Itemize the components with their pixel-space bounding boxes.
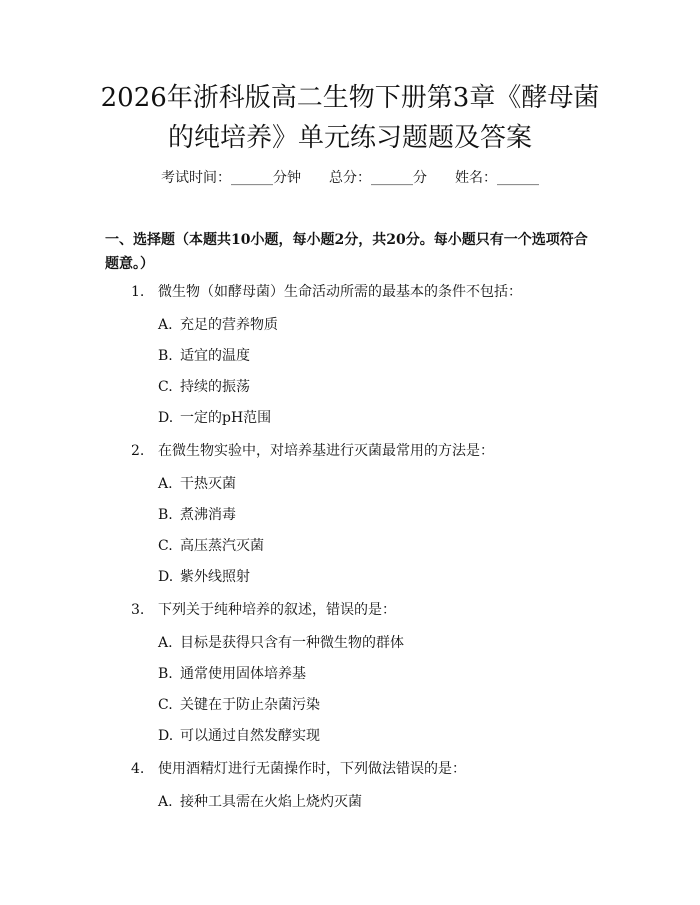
- question-4: [131, 760, 466, 778]
- option-text: 一定的pH范围: [180, 410, 272, 426]
- option-letter: C.: [158, 538, 173, 554]
- option-text: 持续的振荡: [180, 379, 250, 395]
- option-letter: A.: [158, 794, 173, 810]
- exam-time-field: 考试时间：______分钟: [161, 170, 301, 186]
- title-line-2: 的纯培养》单元练习题题及答案: [167, 123, 532, 153]
- question-number: 4.: [131, 761, 145, 777]
- question-3: [131, 601, 396, 619]
- option-letter: D.: [158, 728, 174, 744]
- question-text: 微生物（如酵母菌）生命活动所需的最基本的条件不包括：: [158, 284, 522, 300]
- option-text: 可以通过自然发酵实现: [180, 728, 320, 744]
- option-text: 关键在于防止杂菌污染: [180, 697, 320, 713]
- option-text: 适宜的温度: [180, 348, 250, 364]
- option-2c: [158, 537, 264, 555]
- option-letter: D.: [158, 410, 174, 426]
- option-letter: A.: [158, 476, 173, 492]
- question-1: [131, 283, 522, 301]
- option-text: 煮沸消毒: [180, 507, 236, 523]
- option-letter: A.: [158, 317, 173, 333]
- option-3a: [158, 634, 404, 652]
- option-1b: [158, 347, 250, 365]
- option-letter: B.: [158, 348, 173, 364]
- option-text: 高压蒸汽灭菌: [180, 538, 264, 554]
- option-letter: B.: [158, 666, 173, 682]
- option-3d: [158, 727, 320, 745]
- option-3c: [158, 696, 320, 714]
- question-number: 2.: [131, 443, 145, 459]
- option-text: 充足的营养物质: [180, 317, 278, 333]
- exam-info: [0, 167, 700, 187]
- option-letter: D.: [158, 569, 174, 585]
- option-letter: A.: [158, 635, 173, 651]
- question-text: 在微生物实验中，对培养基进行灭菌最常用的方法是：: [158, 443, 494, 459]
- option-2a: [158, 475, 236, 493]
- option-4a: [158, 793, 362, 811]
- option-2b: [158, 506, 236, 524]
- option-letter: C.: [158, 697, 173, 713]
- option-text: 干热灭菌: [180, 476, 236, 492]
- title-line-1: 2026年浙科版高二生物下册第3章《酵母菌: [100, 83, 600, 113]
- option-text: 接种工具需在火焰上烧灼灭菌: [180, 794, 362, 810]
- student-name-field: 姓名：______: [455, 170, 539, 186]
- question-text: 使用酒精灯进行无菌操作时，下列做法错误的是：: [158, 761, 466, 777]
- question-number: 1.: [131, 284, 145, 300]
- option-1c: [158, 378, 250, 396]
- option-1d: [158, 409, 271, 427]
- option-text: 通常使用固体培养基: [180, 666, 306, 682]
- option-3b: [158, 665, 306, 683]
- option-letter: C.: [158, 379, 173, 395]
- option-letter: B.: [158, 507, 173, 523]
- section-heading: 一、选择题（本题共10小题，每小题2分，共20分。每小题只有一个选项符合题意。）: [105, 232, 588, 272]
- question-number: 3.: [131, 602, 145, 618]
- option-text: 紫外线照射: [180, 569, 250, 585]
- question-text: 下列关于纯种培养的叙述，错误的是：: [158, 602, 396, 618]
- question-2: [131, 442, 494, 460]
- option-1a: [158, 316, 278, 334]
- option-text: 目标是获得只含有一种微生物的群体: [180, 635, 404, 651]
- page-title: [40, 78, 660, 158]
- total-score-field: 总分：______分: [329, 170, 427, 186]
- option-2d: [158, 568, 250, 586]
